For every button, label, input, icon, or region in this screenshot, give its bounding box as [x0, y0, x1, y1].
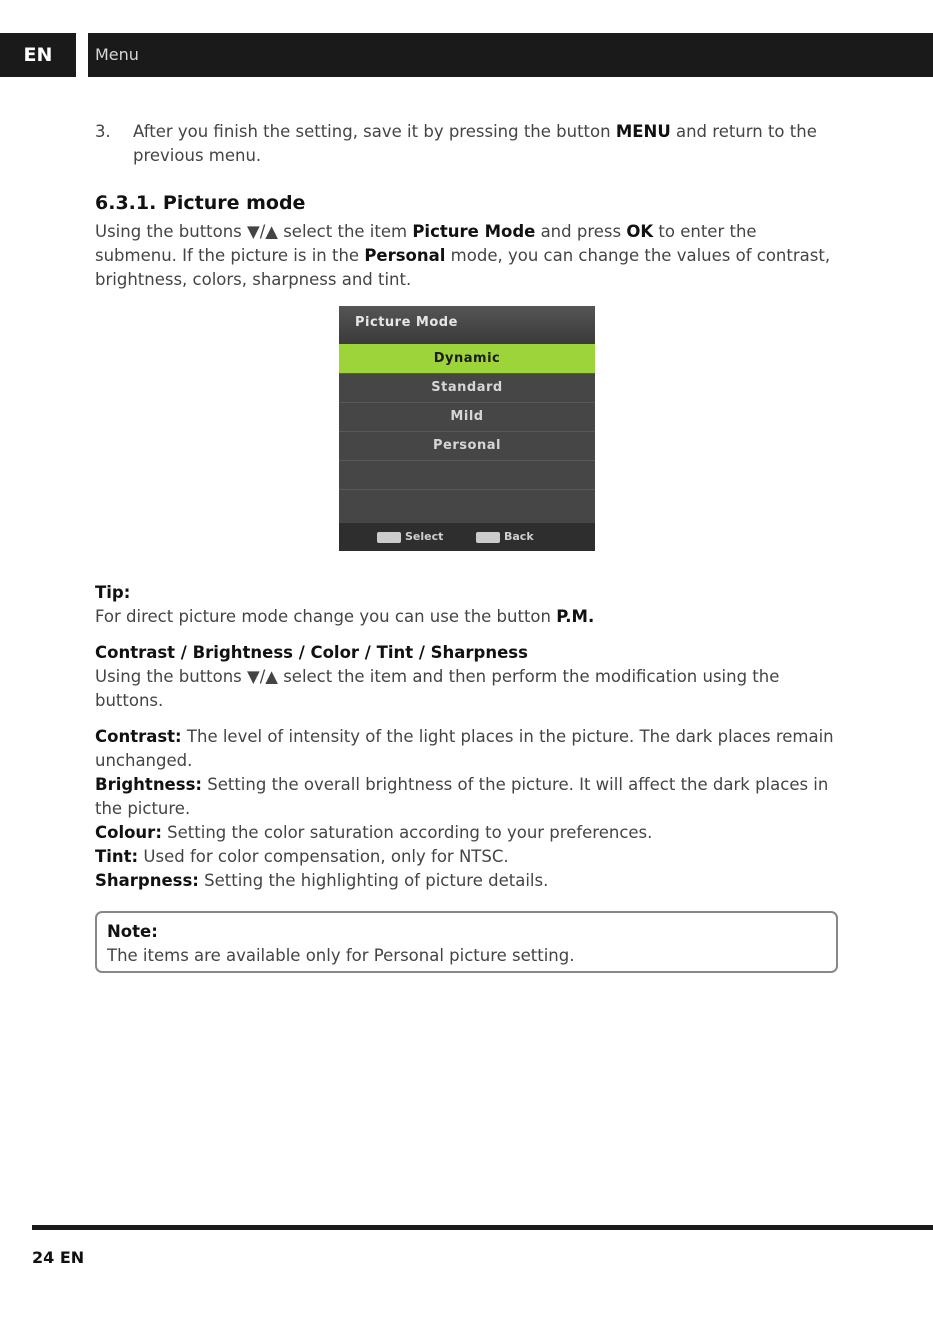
step-text-pre: After you finish the setting, save it by pressing the button [133, 122, 616, 141]
definition-tint [95, 845, 840, 869]
tip-block [95, 581, 840, 629]
section-title: Menu [88, 33, 933, 77]
definition-colour [95, 821, 840, 845]
definition-desc: Setting the overall brightness of the picture. It will affect the dark places in the picture. [95, 775, 829, 818]
language-tab: EN [0, 33, 76, 77]
page-header [0, 33, 933, 77]
definition-desc: Setting the highlighting of picture details. [198, 871, 549, 890]
note-box [95, 911, 838, 973]
definition-desc: Used for color compensation, only for NTSC. [138, 847, 509, 866]
definition-term: Sharpness: [95, 871, 199, 890]
step-text-post: and return to the previous menu. [133, 122, 817, 165]
definition-desc: The level of intensity of the light places in the picture. The dark places remain unchanged. [95, 727, 834, 770]
intro-paragraph [95, 220, 840, 292]
step-number: 3. [95, 122, 111, 141]
definition-desc: Setting the color saturation according to your preferences. [161, 823, 653, 842]
definition-term: Colour: [95, 823, 162, 842]
definition-brightness [95, 773, 840, 821]
tip-text [95, 605, 840, 629]
enter-key-icon [377, 532, 401, 543]
definition-term: Tint: [95, 847, 139, 866]
page-number: 24 EN [32, 1248, 85, 1267]
menu-key-icon [476, 532, 500, 543]
tv-menu-item-standard[interactable]: Standard [339, 373, 595, 402]
tv-menu-item-personal[interactable]: Personal [339, 431, 595, 460]
tv-menu-footer [339, 523, 595, 551]
note-label: Note: [107, 922, 158, 941]
definition-term: Contrast: [95, 727, 182, 746]
tv-footer-back-label: Back [504, 530, 534, 543]
tv-menu-item-empty [339, 460, 595, 489]
intro-text-1: Using the buttons ▼/▲ select the item [95, 222, 413, 241]
intro-text-2: and press [535, 222, 627, 241]
tip-text-body: For direct picture mode change you can use the button [95, 607, 557, 626]
spacer [95, 629, 840, 641]
intro-text-3: to enter the submenu. If the picture is in the [95, 222, 757, 265]
csct-title: Contrast / Brightness / Color / Tint / Sharpness [95, 643, 528, 662]
intro-text-4: mode, you can change the values of contrast, brightness, colors, sharpness and tint. [95, 246, 831, 289]
definition-term: Brightness: [95, 775, 202, 794]
definition-sharpness [95, 869, 840, 893]
footer-rule [32, 1225, 933, 1230]
csct-text: Using the buttons ▼/▲ select the item and then perform the modification using the buttons. [95, 667, 780, 710]
tip-label: Tip: [95, 583, 131, 602]
tv-footer-select [377, 523, 443, 551]
spacer [95, 713, 840, 725]
tv-menu-item-mild[interactable]: Mild [339, 402, 595, 431]
tv-menu-item-empty [339, 489, 595, 518]
tv-footer-back [476, 523, 534, 551]
tv-menu-title: Picture Mode [339, 306, 595, 344]
tv-menu-screenshot [339, 306, 595, 551]
tv-footer-select-label: Select [405, 530, 444, 543]
step-text [133, 120, 840, 168]
tv-menu-item-dynamic[interactable]: Dynamic [339, 344, 595, 373]
page-content [95, 120, 840, 893]
section-heading: 6.3.1. Picture mode [95, 192, 306, 214]
step-3 [95, 120, 840, 168]
menu-key-label: MENU [615, 122, 671, 141]
intro-bold-personal: Personal [364, 246, 446, 265]
definition-contrast [95, 725, 840, 773]
definitions-list [95, 725, 840, 893]
intro-bold-ok: OK [626, 222, 654, 241]
note-text: The items are available only for Personal picture setting. [107, 946, 575, 965]
intro-bold-picture-mode: Picture Mode [412, 222, 536, 241]
pm-key-label: P.M. [556, 607, 595, 626]
